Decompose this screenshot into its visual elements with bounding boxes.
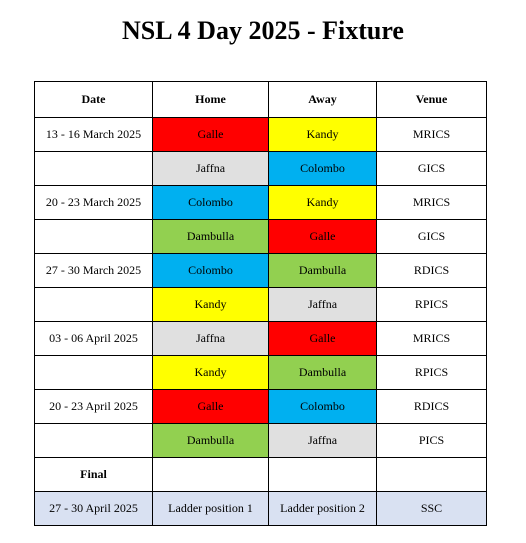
home-team-cell: Dambulla xyxy=(153,424,269,458)
home-team-cell: Dambulla xyxy=(153,220,269,254)
home-team-cell: Jaffna xyxy=(153,322,269,356)
header-row xyxy=(35,82,487,118)
empty-cell xyxy=(153,458,269,492)
table-row xyxy=(35,152,487,186)
away-team-cell: Dambulla xyxy=(269,356,377,390)
date-cell: 13 - 16 March 2025 xyxy=(35,118,153,152)
final-date-cell: 27 - 30 April 2025 xyxy=(35,492,153,526)
table-row xyxy=(35,288,487,322)
fixture-table xyxy=(34,81,487,526)
final-away-cell: Ladder position 2 xyxy=(269,492,377,526)
home-team-cell: Colombo xyxy=(153,186,269,220)
away-team-cell: Colombo xyxy=(269,390,377,424)
column-header-venue: Venue xyxy=(377,82,487,118)
date-cell xyxy=(35,152,153,186)
column-header-home: Home xyxy=(153,82,269,118)
away-team-cell: Galle xyxy=(269,220,377,254)
venue-cell: RDICS xyxy=(377,390,487,424)
home-team-cell: Galle xyxy=(153,118,269,152)
home-team-cell: Colombo xyxy=(153,254,269,288)
table-row xyxy=(35,424,487,458)
date-cell: 03 - 06 April 2025 xyxy=(35,322,153,356)
table-row xyxy=(35,220,487,254)
venue-cell: MRICS xyxy=(377,322,487,356)
table-row xyxy=(35,356,487,390)
empty-cell xyxy=(377,458,487,492)
venue-cell: GICS xyxy=(377,220,487,254)
venue-cell: RPICS xyxy=(377,288,487,322)
date-cell xyxy=(35,356,153,390)
date-cell xyxy=(35,220,153,254)
table-row xyxy=(35,390,487,424)
venue-cell: PICS xyxy=(377,424,487,458)
final-label: Final xyxy=(35,458,153,492)
away-team-cell: Dambulla xyxy=(269,254,377,288)
home-team-cell: Kandy xyxy=(153,288,269,322)
empty-cell xyxy=(269,458,377,492)
venue-cell: MRICS xyxy=(377,118,487,152)
column-header-date: Date xyxy=(35,82,153,118)
date-cell: 20 - 23 April 2025 xyxy=(35,390,153,424)
table-row xyxy=(35,186,487,220)
away-team-cell: Colombo xyxy=(269,152,377,186)
column-header-away: Away xyxy=(269,82,377,118)
away-team-cell: Galle xyxy=(269,322,377,356)
date-cell xyxy=(35,288,153,322)
date-cell xyxy=(35,424,153,458)
away-team-cell: Jaffna xyxy=(269,288,377,322)
away-team-cell: Kandy xyxy=(269,186,377,220)
final-match-row xyxy=(35,492,487,526)
venue-cell: MRICS xyxy=(377,186,487,220)
page-title: NSL 4 Day 2025 - Fixture xyxy=(122,16,404,45)
venue-cell: GICS xyxy=(377,152,487,186)
final-label-row xyxy=(35,458,487,492)
home-team-cell: Kandy xyxy=(153,356,269,390)
table-row xyxy=(35,322,487,356)
home-team-cell: Jaffna xyxy=(153,152,269,186)
away-team-cell: Jaffna xyxy=(269,424,377,458)
date-cell: 20 - 23 March 2025 xyxy=(35,186,153,220)
venue-cell: RPICS xyxy=(377,356,487,390)
table-row xyxy=(35,118,487,152)
final-venue-cell: SSC xyxy=(377,492,487,526)
home-team-cell: Galle xyxy=(153,390,269,424)
table-row xyxy=(35,254,487,288)
date-cell: 27 - 30 March 2025 xyxy=(35,254,153,288)
final-home-cell: Ladder position 1 xyxy=(153,492,269,526)
venue-cell: RDICS xyxy=(377,254,487,288)
away-team-cell: Kandy xyxy=(269,118,377,152)
